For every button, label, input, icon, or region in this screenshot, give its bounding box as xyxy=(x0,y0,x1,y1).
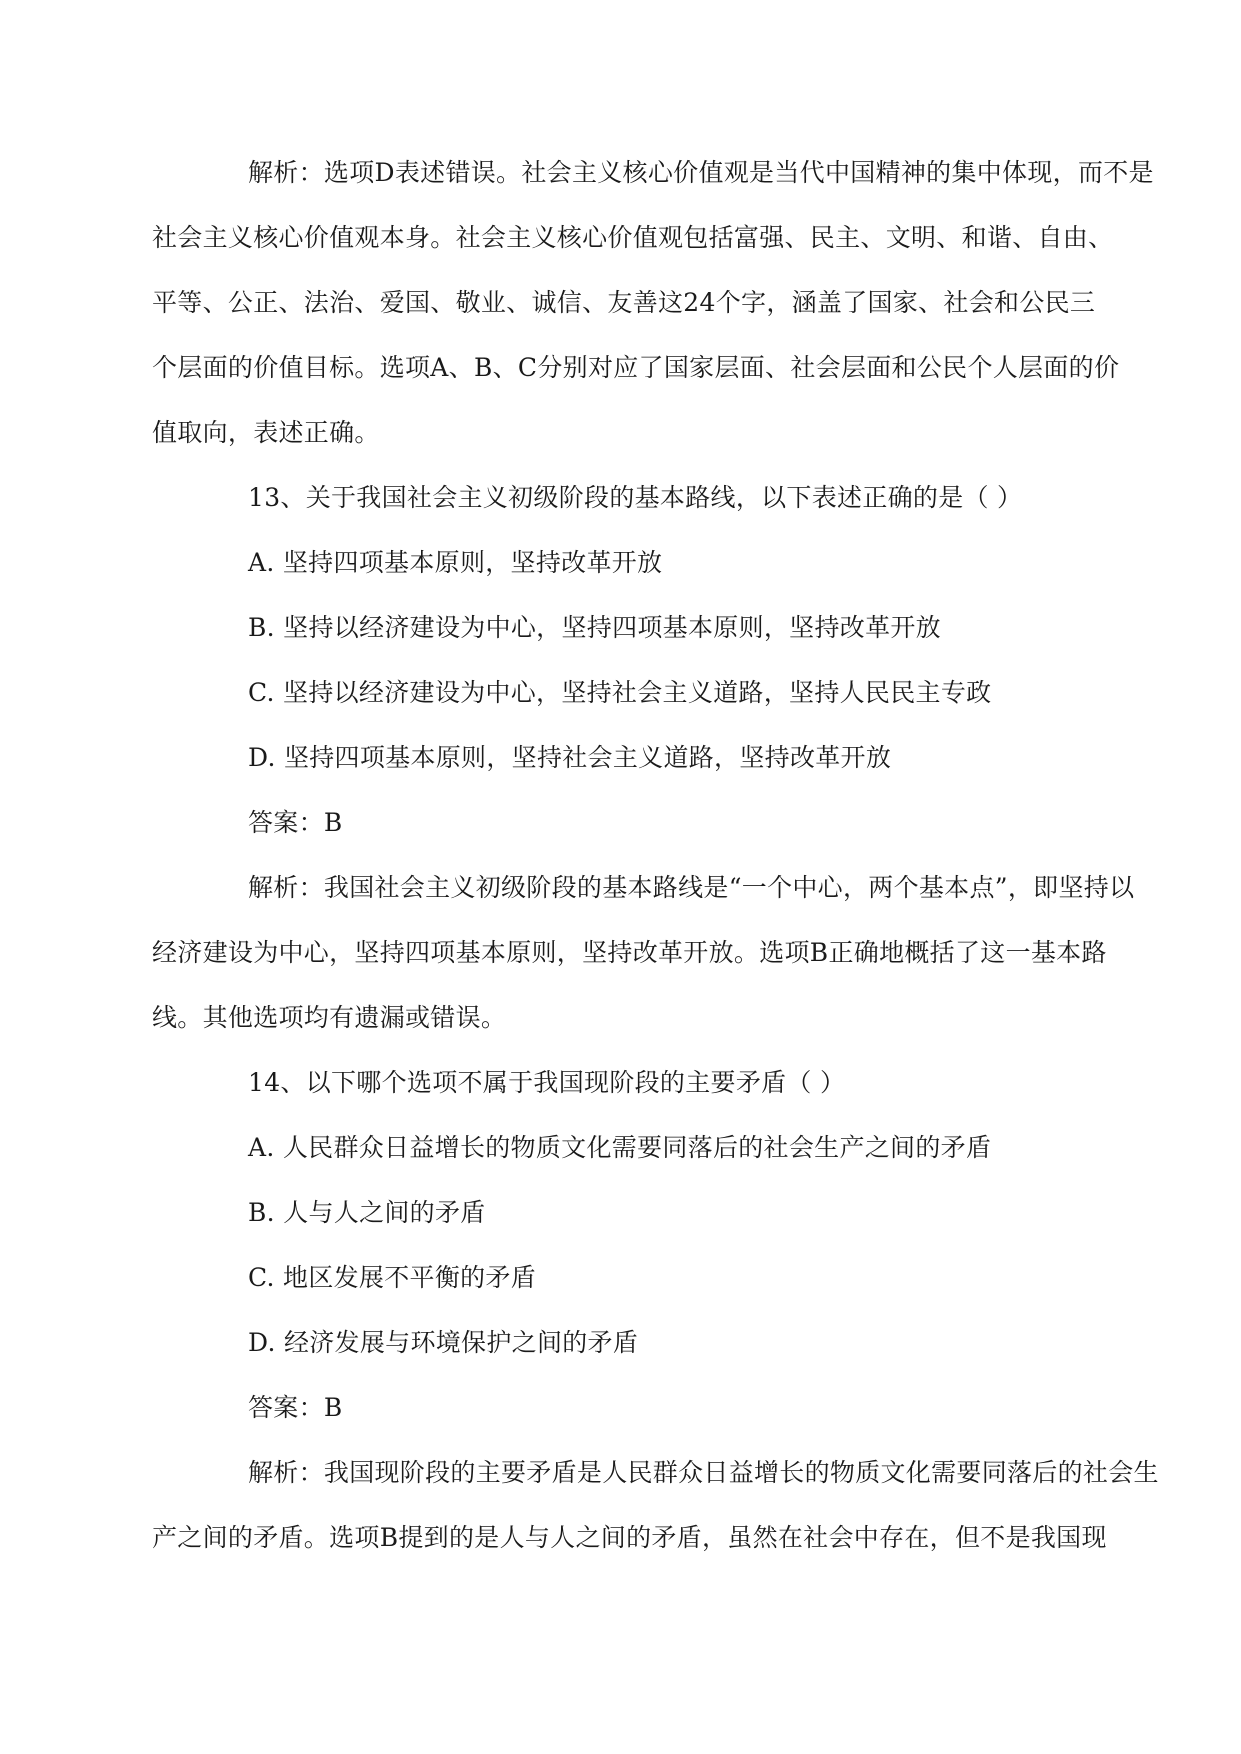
question-13 xyxy=(152,465,1135,1050)
option-b: B. 人与人之间的矛盾 xyxy=(248,1198,486,1227)
option-c: C. 坚持以经济建设为中心，坚持社会主义道路，坚持人民民主专政 xyxy=(248,678,992,707)
question-stem: 13、关于我国社会主义初级阶段的基本路线，以下表述正确的是（ ） xyxy=(248,483,1023,512)
explanation-line: 经济建设为中心，坚持四项基本原则，坚持改革开放。选项B正确地概括了这一基本路 xyxy=(152,938,1107,967)
explanation-line: 产之间的矛盾。选项B提到的是人与人之间的矛盾，虽然在社会中存在，但不是我国现 xyxy=(152,1523,1107,1552)
option-c: C. 地区发展不平衡的矛盾 xyxy=(248,1263,537,1292)
text-line: 社会主义核心价值观本身。社会主义核心价值观包括富强、民主、文明、和谐、自由、 xyxy=(152,223,1114,252)
explanation-line: 解析：我国现阶段的主要矛盾是人民群众日益增长的物质文化需要同落后的社会生 xyxy=(248,1458,1159,1487)
answer: 答案：B xyxy=(248,808,343,837)
explanation-12 xyxy=(152,140,1154,465)
question-14 xyxy=(152,1050,1159,1570)
option-a: A. 人民群众日益增长的物质文化需要同落后的社会生产之间的矛盾 xyxy=(248,1133,992,1162)
option-a: A. 坚持四项基本原则，坚持改革开放 xyxy=(248,548,663,577)
question-stem: 14、以下哪个选项不属于我国现阶段的主要矛盾（ ） xyxy=(248,1068,846,1097)
option-d: D. 坚持四项基本原则，坚持社会主义道路，坚持改革开放 xyxy=(248,743,892,772)
explanation-line: 解析：我国社会主义初级阶段的基本路线是“一个中心，两个基本点”，即坚持以 xyxy=(248,873,1135,902)
explanation-line: 线。其他选项均有遗漏或错误。 xyxy=(152,1003,507,1032)
text-line: 平等、公正、法治、爱国、敬业、诚信、友善这24个字，涵盖了国家、社会和公民三 xyxy=(152,288,1096,317)
option-d: D. 经济发展与环境保护之间的矛盾 xyxy=(248,1328,639,1357)
answer: 答案：B xyxy=(248,1393,343,1422)
document-body xyxy=(152,140,1159,1570)
text-line: 个层面的价值目标。选项A、B、C分别对应了国家层面、社会层面和公民个人层面的价 xyxy=(152,353,1120,382)
text-line: 解析：选项D表述错误。社会主义核心价值观是当代中国精神的集中体现，而不是 xyxy=(248,158,1154,187)
text-line: 值取向，表述正确。 xyxy=(152,418,380,447)
option-b: B. 坚持以经济建设为中心，坚持四项基本原则，坚持改革开放 xyxy=(248,613,941,642)
